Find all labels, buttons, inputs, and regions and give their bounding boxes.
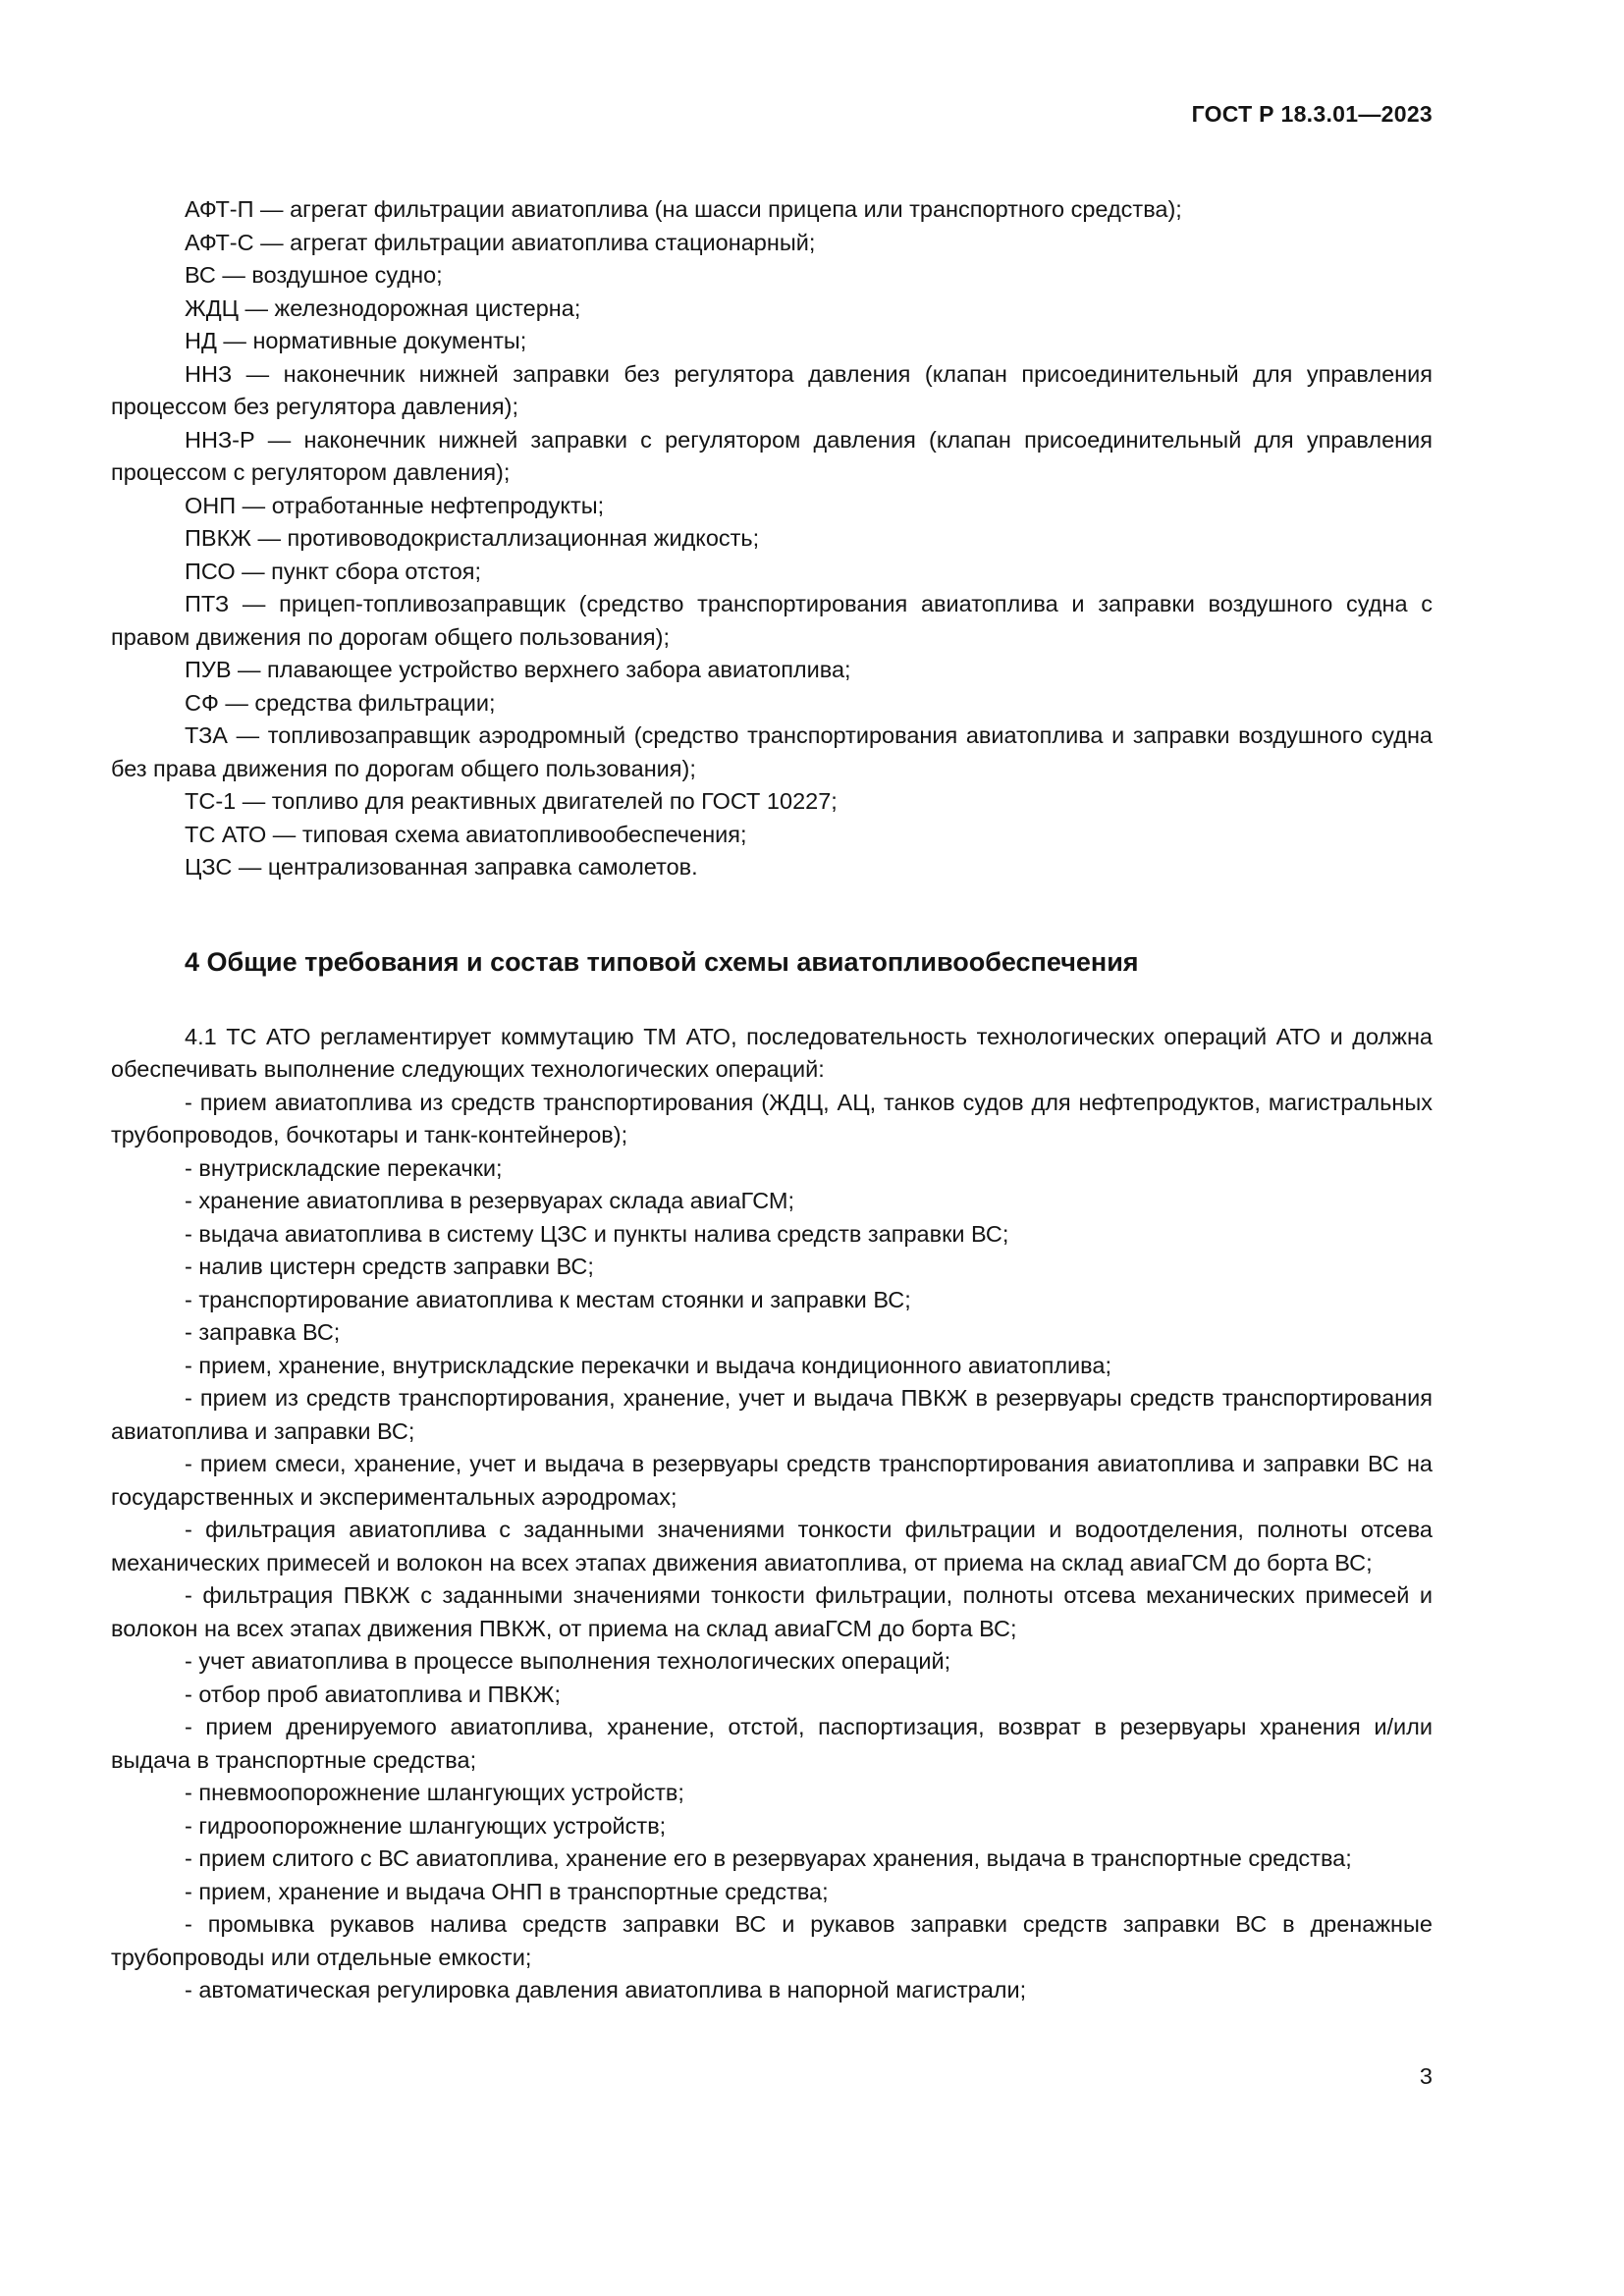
operation-item: - промывка рукавов налива средств заправки ВС и рукавов заправки средств заправки ВС в дренажные трубопроводы или отдельные емкости; (111, 1911, 1433, 1970)
operation-item: - фильтрация авиатоплива с заданными значениями тонкости фильтрации и водоотделения, полноты отсева механических примесей и волокон на всех этапах движения авиатоплива, от приема на склад авиаГСМ до борта ВС; (111, 1517, 1433, 1575)
abbreviation-item: ВС — воздушное судно; (185, 262, 443, 288)
operations-list (111, 1087, 1433, 2007)
abbreviation-item: ЖДЦ — железнодорожная цистерна; (185, 294, 581, 321)
operation-item: - транспортирование авиатоплива к местам стоянки и заправки ВС; (185, 1286, 911, 1312)
operation-item: - хранение авиатоплива в резервуарах склада авиаГСМ; (185, 1188, 795, 1213)
abbreviation-item: ПСО — пункт сбора отстоя; (185, 558, 482, 584)
operation-item: - пневмоопорожнение шлангующих устройств; (185, 1780, 684, 1805)
page-number: 3 (1419, 2063, 1433, 2089)
abbreviation-item: ЦЗС — централизованная заправка самолетов. (185, 854, 698, 880)
abbreviation-item: СФ — средства фильтрации; (185, 689, 496, 716)
operation-item: - внутрискладские перекачки; (185, 1154, 503, 1181)
operation-item: - заправка ВС; (185, 1319, 341, 1345)
operation-item: - прием, хранение, внутрискладские перекачки и выдача кондиционного авиатоплива; (185, 1352, 1112, 1378)
operation-item: - прием, хранение и выдача ОНП в транспортные средства; (185, 1878, 829, 1904)
document-body (111, 193, 1433, 2007)
abbreviation-item: ННЗ-Р — наконечник нижней заправки с регулятором давления (клапан присоединительный для управления процессом с регулятором давления); (111, 426, 1433, 485)
operation-item: - отбор проб авиатоплива и ПВКЖ; (185, 1681, 561, 1707)
operation-item: - прием смеси, хранение, учет и выдача в резервуары средств транспортирования авиатоплива и заправки ВС на государственных и экспериментальных аэродромах; (111, 1451, 1433, 1510)
section-heading: 4 Общие требования и состав типовой схемы авиатопливообеспечения (185, 946, 1139, 977)
abbreviation-item: ТЗА — топливозаправщик аэродромный (средство транспортирования авиатоплива и заправки воздушного судна без права движения по дорогам общего пользования); (111, 722, 1433, 781)
abbreviation-item: ННЗ — наконечник нижней заправки без регулятора давления (клапан присоединительный для управления процессом без регулятора давления); (111, 360, 1433, 419)
operation-item: - автоматическая регулировка давления авиатоплива в напорной магистрали; (185, 1977, 1027, 2002)
operation-item: - гидроопорожнение шлангующих устройств; (185, 1812, 667, 1839)
abbreviation-item: ТС АТО — типовая схема авиатопливообеспечения; (185, 821, 747, 847)
abbreviation-item: ПУВ — плавающее устройство верхнего забора авиатоплива; (185, 657, 851, 682)
abbreviation-item: ПТЗ — прицеп-топливозаправщик (средство транспортирования авиатоплива и заправки воздушного судна с правом движения по дорогам общего пользования); (111, 591, 1433, 650)
operation-item: - выдача авиатоплива в систему ЦЗС и пункты налива средств заправки ВС; (185, 1220, 1009, 1247)
section-intro-paragraph: 4.1 ТС АТО регламентирует коммутацию ТМ АТО, последовательность технологических операций АТО и должна обеспечивать выполнение следующих технологических операций: (111, 1023, 1433, 1082)
document-standard-designation: ГОСТ Р 18.3.01—2023 (1191, 101, 1433, 127)
operation-item: - прием слитого с ВС авиатоплива, хранение его в резервуарах хранения, выдача в транспортные средства; (185, 1845, 1352, 1871)
operation-item: - учет авиатоплива в процессе выполнения технологических операций; (185, 1648, 951, 1674)
abbreviation-item: НД — нормативные документы; (185, 328, 527, 353)
abbreviation-item: ОНП — отработанные нефтепродукты; (185, 492, 605, 518)
operation-item: - фильтрация ПВКЖ с заданными значениями тонкости фильтрации, полноты отсева механических примесей и волокон на всех этапах движения ПВКЖ, от приема на склад авиаГСМ до борта ВС; (111, 1582, 1433, 1641)
abbreviation-item: ПВКЖ — противоводокристаллизационная жидкость; (185, 525, 760, 551)
operation-item: - налив цистерн средств заправки ВС; (185, 1254, 594, 1279)
abbreviation-item: ТС-1 — топливо для реактивных двигателей по ГОСТ 10227; (185, 788, 838, 814)
operation-item: - прием дренируемого авиатоплива, хранение, отстой, паспортизация, возврат в резервуары хранения и/или выдача в транспортные средства; (111, 1714, 1433, 1773)
operation-item: - прием авиатоплива из средств транспортирования (ЖДЦ, АЦ, танков судов для нефтепродуктов, магистральных трубопроводов, бочкотары и танк-контейнеров); (111, 1089, 1433, 1148)
abbreviation-item: АФТ-С — агрегат фильтрации авиатоплива стационарный; (185, 229, 816, 255)
abbreviation-item: АФТ-П — агрегат фильтрации авиатоплива (на шасси прицепа или транспортного средства); (185, 196, 1182, 222)
abbreviations-list (111, 193, 1433, 884)
operation-item: - прием из средств транспортирования, хранение, учет и выдача ПВКЖ в резервуары средств транспортирования авиатоплива и заправки ВС; (111, 1385, 1433, 1444)
